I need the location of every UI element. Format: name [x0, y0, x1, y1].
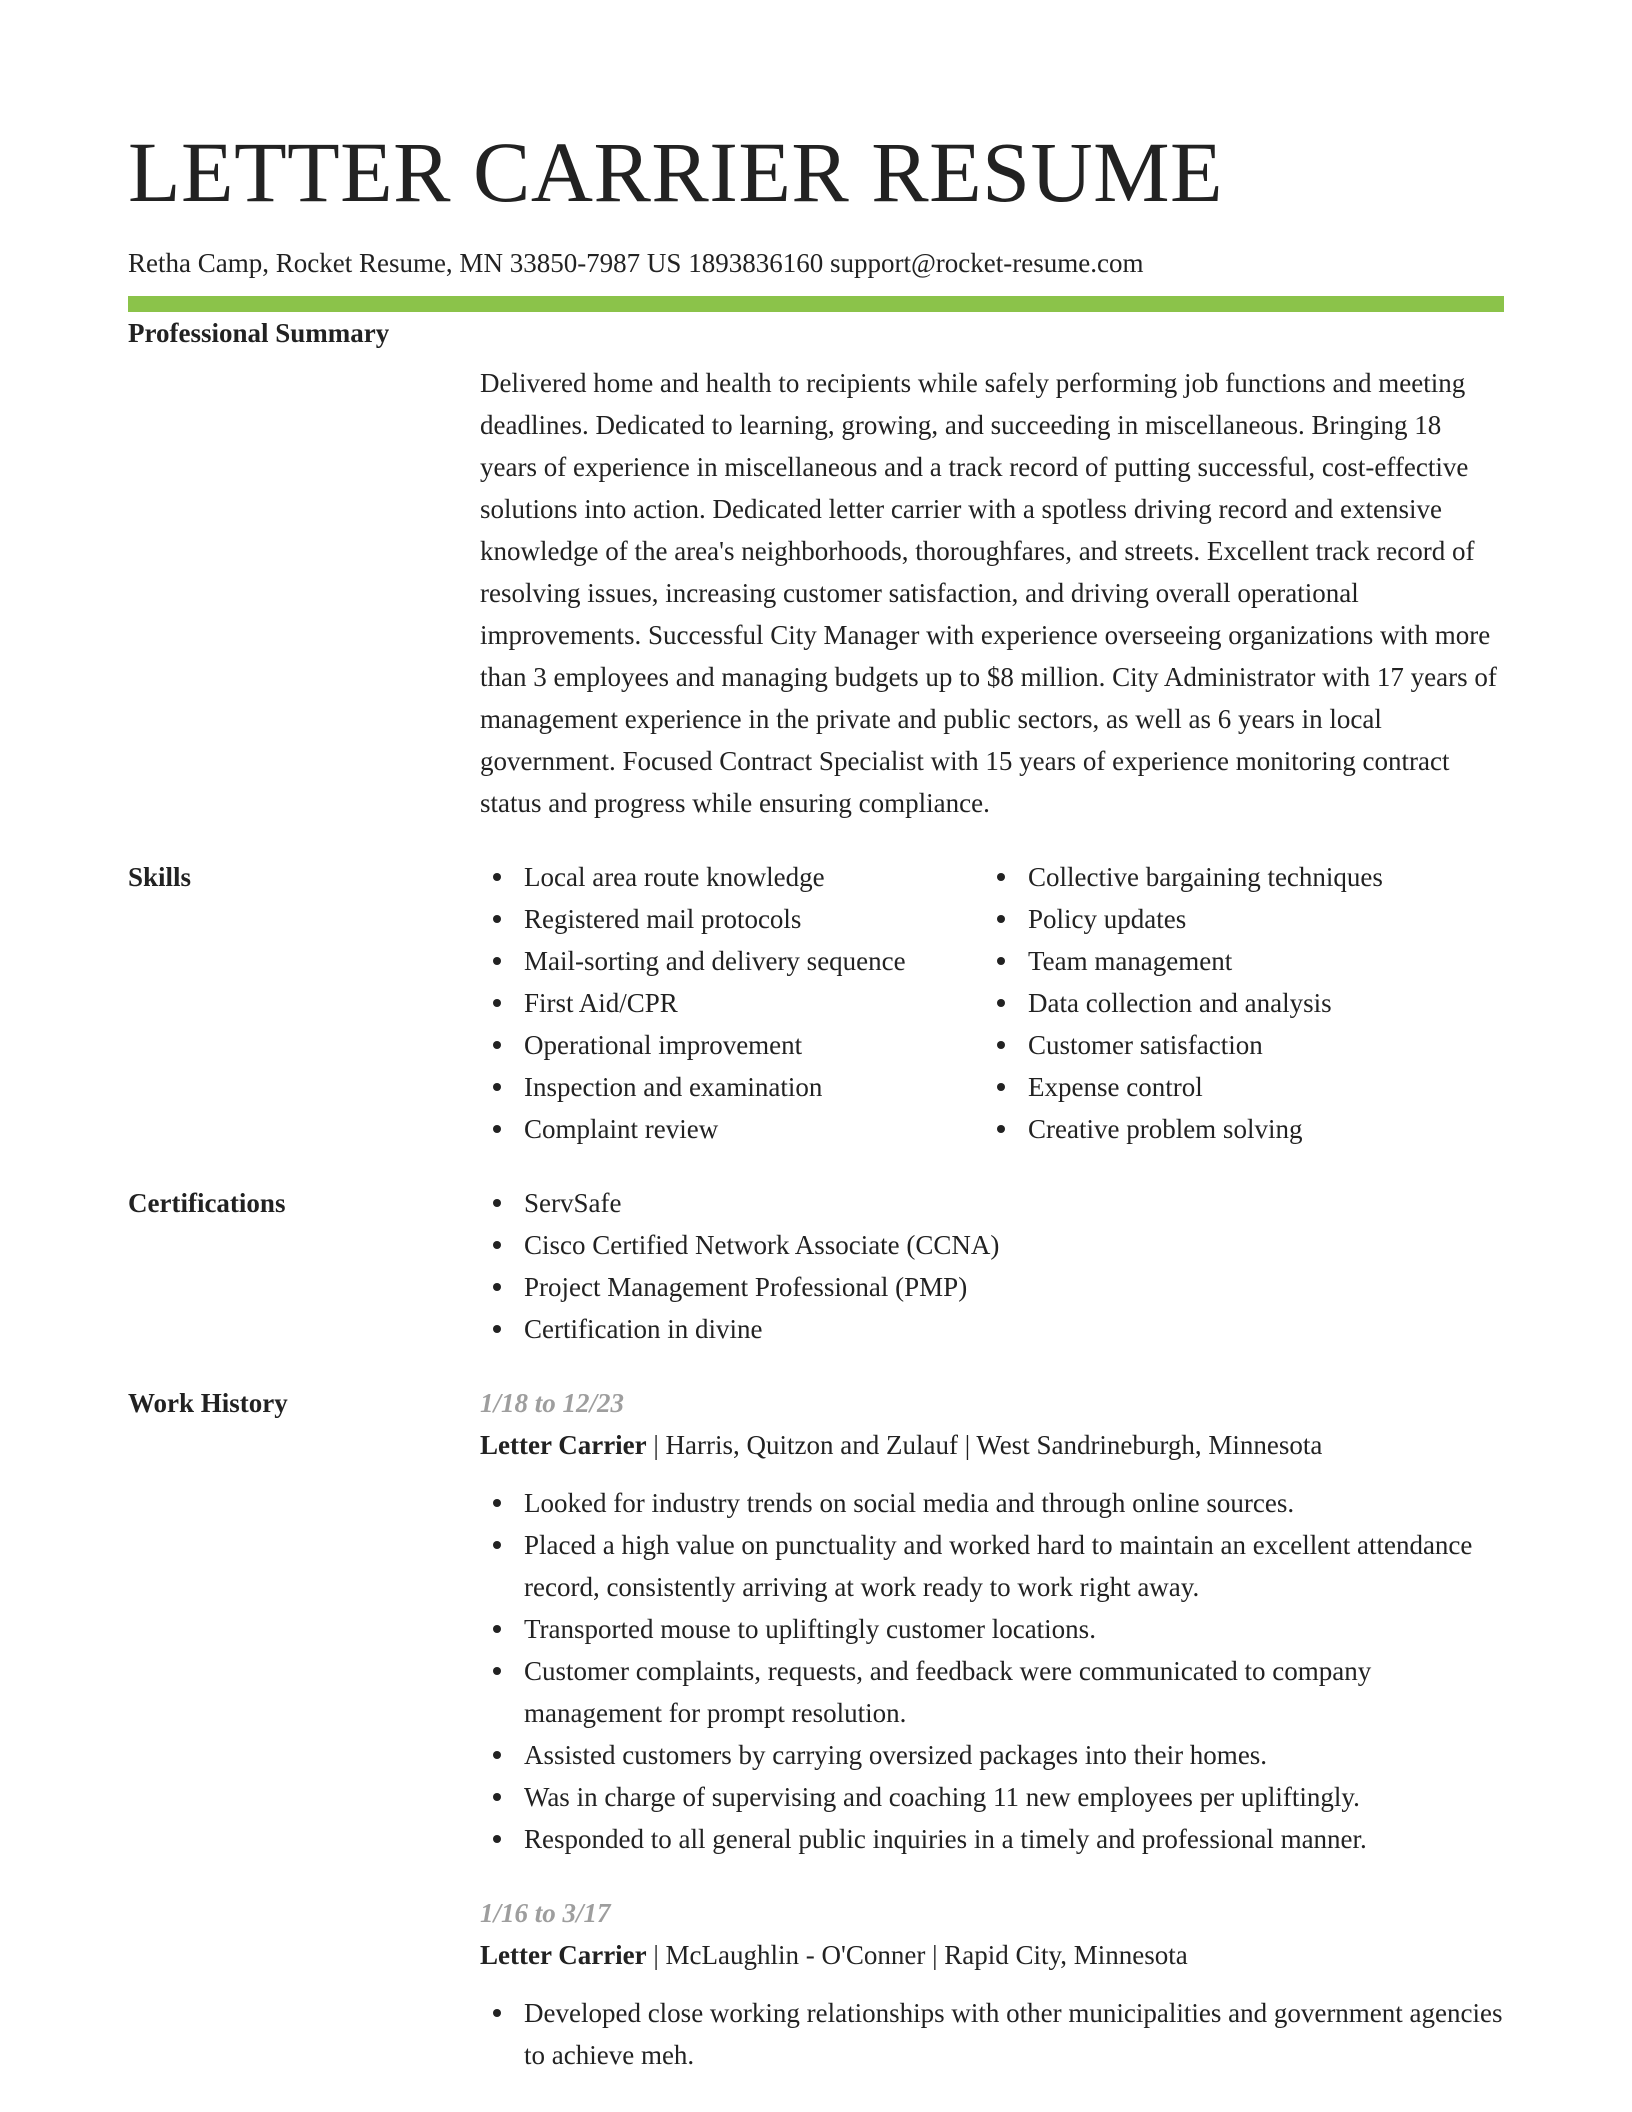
job-dates: 1/18 to 12/23 [480, 1388, 625, 1418]
accent-divider [128, 296, 1504, 312]
skill-item: Expense control [984, 1066, 1488, 1108]
job-heading [480, 1934, 1504, 1976]
job-bullet: Developed close working relationships with other municipalities and government agencies to achieve meh. [480, 1992, 1504, 2076]
skill-item: Data collection and analysis [984, 982, 1488, 1024]
certification-item: Certification in divine [480, 1308, 1504, 1350]
job-employer-location: | McLaughlin - O'Conner | Rapid City, Minnesota [646, 1940, 1188, 1970]
resume-title: LETTER CARRIER RESUME [128, 124, 1224, 220]
section-label-professional-summary: Professional Summary [128, 318, 390, 348]
section-label-work-history: Work History [128, 1388, 288, 1418]
job-bullet: Assisted customers by carrying oversized packages into their homes. [480, 1734, 1504, 1776]
job-responsibilities [480, 1482, 1504, 1860]
certification-item: Cisco Certified Network Associate (CCNA) [480, 1224, 1504, 1266]
skill-item: Inspection and examination [480, 1066, 984, 1108]
certification-item: Project Management Professional (PMP) [480, 1266, 1504, 1308]
certification-item: ServSafe [480, 1182, 1504, 1224]
job-title: Letter Carrier [480, 1940, 647, 1970]
work-history-section [128, 1382, 1504, 2076]
job-heading [480, 1424, 1504, 1466]
contact-line: Retha Camp, Rocket Resume, MN 33850-7987 US 1893836160 support@rocket-resume.com [128, 248, 1144, 278]
skill-item: Mail-sorting and delivery sequence [480, 940, 984, 982]
resume-page [128, 0, 1504, 2076]
skill-item: Local area route knowledge [480, 856, 984, 898]
skill-item: Operational improvement [480, 1024, 984, 1066]
job-bullet: Customer complaints, requests, and feedback were communicated to company management for prompt resolution. [480, 1650, 1504, 1734]
skill-item: Creative problem solving [984, 1108, 1488, 1150]
job-bullet: Was in charge of supervising and coaching 11 new employees per upliftingly. [480, 1776, 1504, 1818]
skills-column-left [480, 856, 984, 1150]
skill-item: Complaint review [480, 1108, 984, 1150]
skill-item: Customer satisfaction [984, 1024, 1488, 1066]
skill-item: Registered mail protocols [480, 898, 984, 940]
job-bullet: Placed a high value on punctuality and worked hard to maintain an excellent attendance record, consistently arriving at work ready to work right away. [480, 1524, 1504, 1608]
certifications-list [480, 1182, 1504, 1350]
skill-item: Policy updates [984, 898, 1488, 940]
job-responsibilities [480, 1992, 1504, 2076]
job-bullet: Transported mouse to upliftingly customer locations. [480, 1608, 1504, 1650]
certifications-section [128, 1182, 1504, 1350]
skills-grid [480, 856, 1504, 1150]
job-entry [480, 1892, 1504, 2076]
skills-section [128, 856, 1504, 1150]
skills-column-right [984, 856, 1488, 1150]
job-bullet: Responded to all general public inquiries in a timely and professional manner. [480, 1818, 1504, 1860]
job-entry [480, 1382, 1504, 1860]
section-label-skills: Skills [128, 862, 192, 892]
summary-text: Delivered home and health to recipients while safely performing job functions and meeting deadlines. Dedicated to learning, growing, and succeeding in miscellaneous. Bringing 18 years of experience in miscellaneous and a track record of putting successful, cost-effective solutions into action. Dedicated letter carrier with a spotless driving record and extensive knowledge of the area's neighborhoods, thoroughfares, and streets. Excellent track record of resolving issues, increasing customer satisfaction, and driving overall operational improvements. Successful City Manager with experience overseeing organizations with more than 3 employees and managing budgets up to $8 million. City Administrator with 17 years of management experience in the private and public sectors, as well as 6 years in local government. Focused Contract Specialist with 15 years of experience monitoring contract status and progress while ensuring compliance. [480, 368, 1497, 818]
professional-summary-section [128, 312, 1504, 824]
skill-item: First Aid/CPR [480, 982, 984, 1024]
skill-item: Collective bargaining techniques [984, 856, 1488, 898]
job-employer-location: | Harris, Quitzon and Zulauf | West Sandrineburgh, Minnesota [646, 1430, 1323, 1460]
section-label-certifications: Certifications [128, 1188, 286, 1218]
job-bullet: Looked for industry trends on social media and through online sources. [480, 1482, 1504, 1524]
job-dates: 1/16 to 3/17 [480, 1898, 611, 1928]
skill-item: Team management [984, 940, 1488, 982]
job-title: Letter Carrier [480, 1430, 647, 1460]
